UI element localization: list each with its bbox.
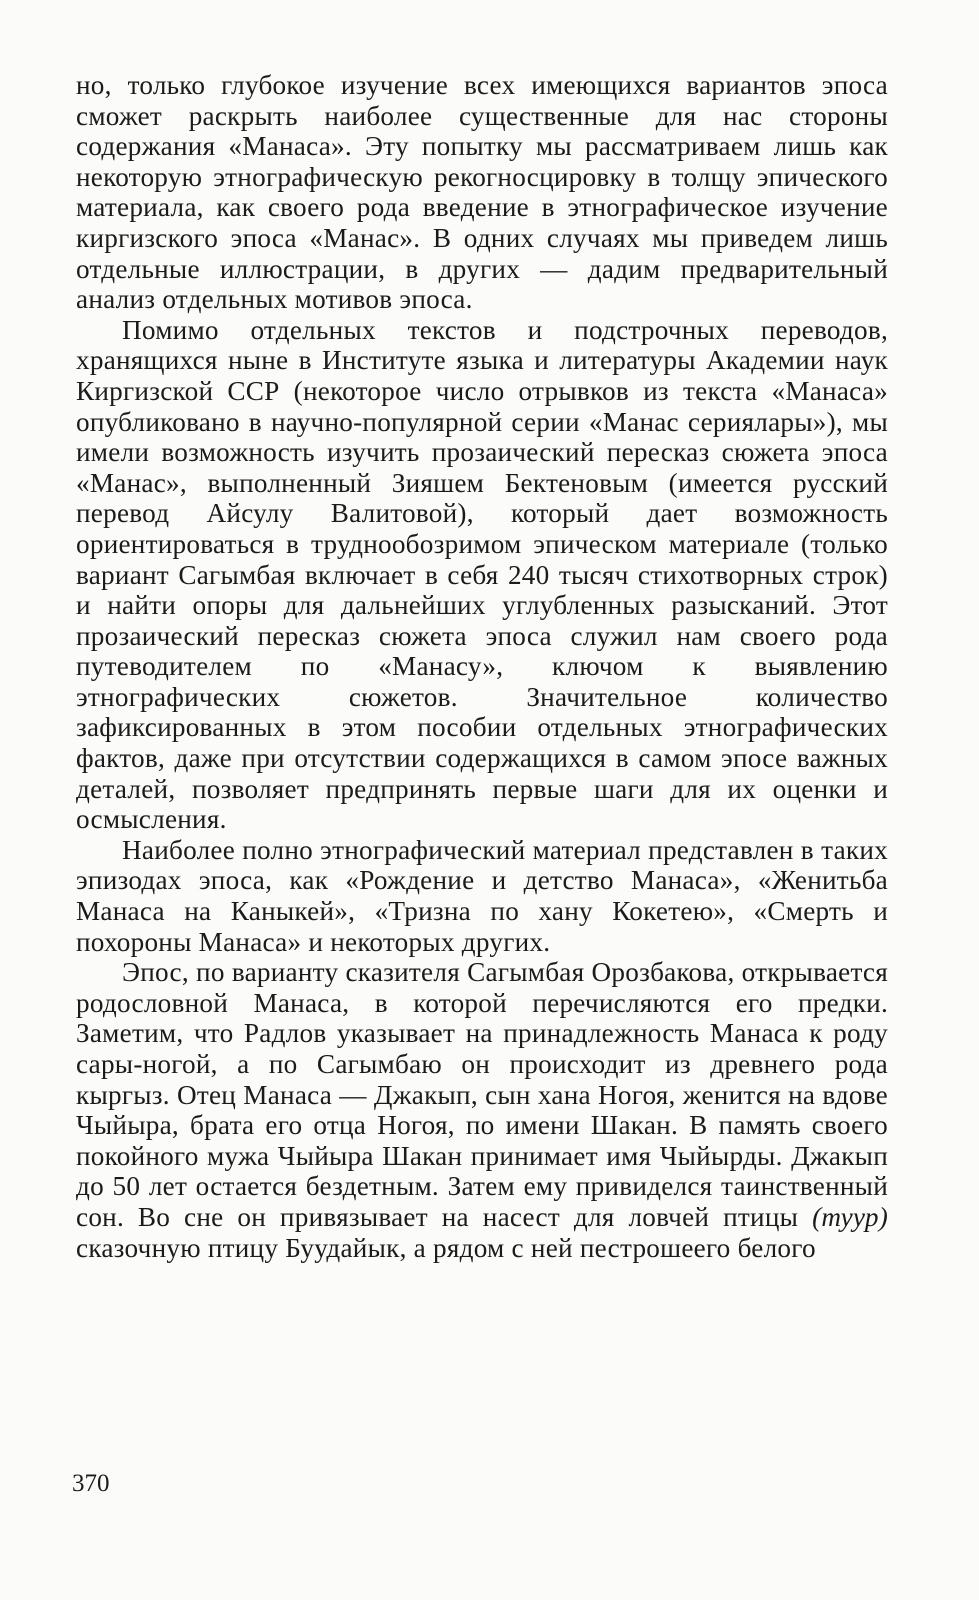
- body-text: [76, 70, 888, 1263]
- paragraph-1: но, только глубокое изучение всех имеющихся вариантов эпоса сможет раскрыть наиболее существенные для нас стороны содержания «Манаса». Эту попытку мы рассматриваем лишь как некоторую этнографическую рекогносцировку в толщу эпического материала, как своего рода введение в этнографическое изучение киргизского эпоса «Манас». В одних случаях мы приведем лишь отдельные иллюстрации, в других — дадим предварительный анализ отдельных мотивов эпоса.: [76, 70, 888, 315]
- paragraph-3: Наиболее полно этнографический материал представлен в таких эпизодах эпоса, как «Рождение и детство Манаса», «Женитьба Манаса на Каныкей», «Тризна по хану Кокетею», «Смерть и похороны Манаса» и некоторых других.: [76, 834, 888, 957]
- paragraph-4-tail: сказочную птицу Буудайык, а рядом с ней пестрошеего белого: [76, 1232, 816, 1263]
- page-number: 370: [72, 1470, 110, 1497]
- paragraph-2: Помимо отдельных текстов и подстрочных переводов, хранящихся ныне в Институте языка и литературы Академии наук Киргизской ССР (некоторое число отрывков из текста «Манаса» опубликовано в научно-популярной серии «Манас сериялары»), мы имели возможность изучить прозаический пересказ сюжета эпоса «Манас», выполненный Зияшем Бектеновым (имеется русский перевод Айсулу Валитовой), который дает возможность ориентироваться в труднообозримом эпическом материале (только вариант Сагымбая включает в себя 240 тысяч стихотворных строк) и найти опоры для дальнейших углубленных разысканий. Этот прозаический пересказ сюжета эпоса служил нам своего рода путеводителем по «Манасу», ключом к выявлению этнографических сюжетов. Значительное количество зафиксированных в этом пособии отдельных этнографических фактов, даже при отсутствии содержащихся в самом эпосе важных деталей, позволяет предпринять первые шаги для их оценки и осмысления.: [76, 314, 888, 835]
- paragraph-4: [76, 957, 888, 1263]
- italic-term: (туур): [812, 1201, 888, 1232]
- paragraph-4-text: Эпос, по варианту сказителя Сагымбая Орозбакова, открывается родословной Манаса, в которой перечисляются его предки. Заметим, что Радлов указывает на принадлежность Манаса к роду сары-ногой, а по Сагымбаю он происходит из древнего рода кыргыз. Отец Манаса — Джакып, сын хана Ногоя, женится на вдове Чыйыра, брата его отца Ногоя, по имени Шакан. В память своего покойного мужа Чыйыра Шакан принимает имя Чыйырды. Джакып до 50 лет остается бездетным. Затем ему привиделся таинственный сон. Во сне он привязывает на насест для ловчей птицы: [76, 957, 888, 1232]
